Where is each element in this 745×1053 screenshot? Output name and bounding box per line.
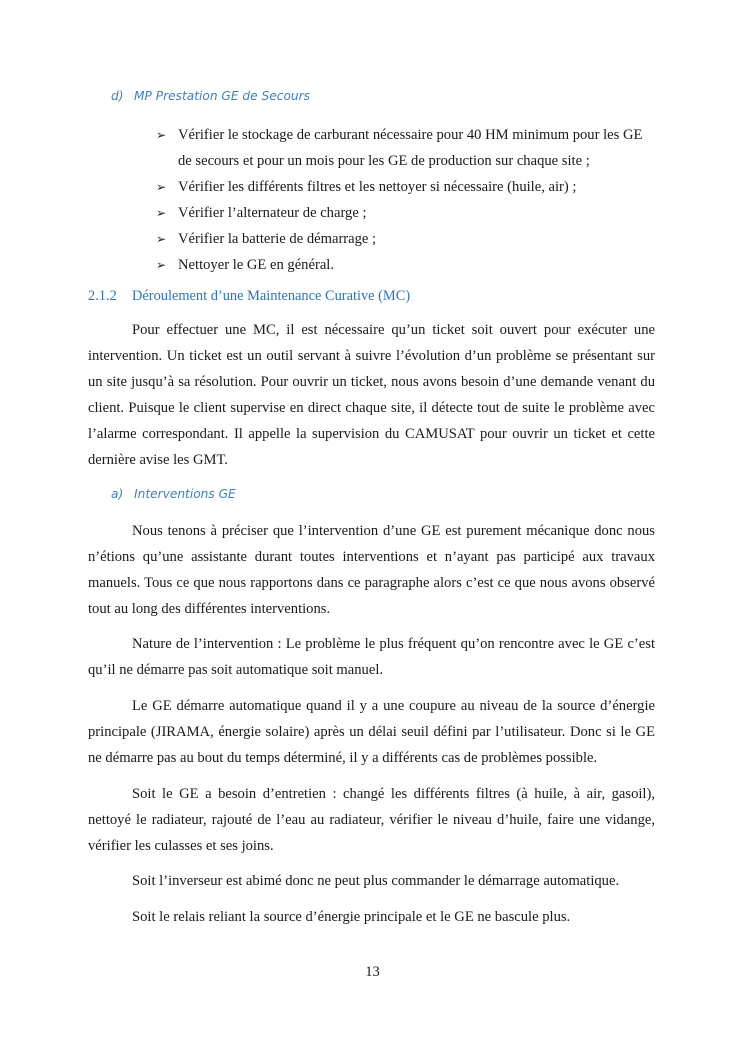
list-item: ➢ Nettoyer le GE en général. xyxy=(156,252,656,278)
arrow-bullet-icon: ➢ xyxy=(156,128,167,142)
heading-section-2-1-2 xyxy=(88,288,410,305)
paragraph: Soit le relais reliant la source d’énergie principale et le GE ne bascule plus. xyxy=(132,909,571,925)
paragraph: Nous tenons à préciser que l’intervention d’une GE est purement mécanique donc nous n’étions qu’une assistante durant toutes interventions et n’ayant pas participé aux travaux manuels. Tous ce que nous rapportons dans ce paragraphe alors c’est ce que nous avons observé tout au long des différentes interventions. xyxy=(88,523,655,617)
list-item: ➢ Vérifier la batterie de démarrage ; xyxy=(156,226,656,252)
list-item: ➢ Vérifier l’alternateur de charge ; xyxy=(156,200,656,226)
paragraph: Nature de l’intervention : Le problème le plus fréquent qu’on rencontre avec le GE c’est qu’il ne démarre pas soit automatique soit manuel. xyxy=(88,636,655,678)
heading-number: 2.1.2 xyxy=(88,288,117,304)
heading-title: MP Prestation GE de Secours xyxy=(134,89,311,103)
page-number: 13 xyxy=(365,964,380,980)
heading-number: d) xyxy=(111,89,124,103)
heading-title: Interventions GE xyxy=(134,487,236,501)
list-item: ➢ Vérifier les différents filtres et les nettoyer si nécessaire (huile, air) ; xyxy=(156,174,656,200)
paragraph: Pour effectuer une MC, il est nécessaire qu’un ticket soit ouvert pour exécuter une intervention. Un ticket est un outil servant à suivre l’évolution d’un problème se présentant sur un site jusqu’à sa résolution. Pour ouvrir un ticket, nous avons besoin d’une demande venant du client. Puisque le client supervise en direct chaque site, il détecte tout de suite le problème avec l’alarme correspondant. Il appelle la supervision du CAMUSAT pour ouvrir un ticket et cette dernière avise les GMT. xyxy=(88,322,655,468)
heading-section-a xyxy=(111,487,236,501)
heading-section-d xyxy=(111,89,310,103)
arrow-bullet-icon: ➢ xyxy=(156,206,167,220)
bullet-list xyxy=(156,122,656,278)
list-item: ➢ Vérifier le stockage de carburant nécessaire pour 40 HM minimum pour les GE de secours et pour un mois pour les GE de production sur chaque site ; xyxy=(156,122,656,174)
paragraph: Soit le GE a besoin d’entretien : changé les différents filtres (à huile, à air, gasoil), nettoyé le radiateur, rajouté de l’eau au radiateur, vérifier le niveau d’huile, faire une vidange, vérifier les culasses et ses joins. xyxy=(88,786,655,854)
arrow-bullet-icon: ➢ xyxy=(156,232,167,246)
paragraph: Soit l’inverseur est abimé donc ne peut plus commander le démarrage automatique. xyxy=(132,873,620,889)
paragraph: Le GE démarre automatique quand il y a une coupure au niveau de la source d’énergie principale (JIRAMA, énergie solaire) après un délai seuil défini par l’utilisateur. Donc si le GE ne démarre pas au bout du temps déterminé, il y a différents cas de problèmes possible. xyxy=(88,698,655,766)
heading-title: Déroulement d’une Maintenance Curative (MC) xyxy=(132,288,411,304)
arrow-bullet-icon: ➢ xyxy=(156,258,167,272)
heading-number: a) xyxy=(111,487,124,501)
arrow-bullet-icon: ➢ xyxy=(156,180,167,194)
